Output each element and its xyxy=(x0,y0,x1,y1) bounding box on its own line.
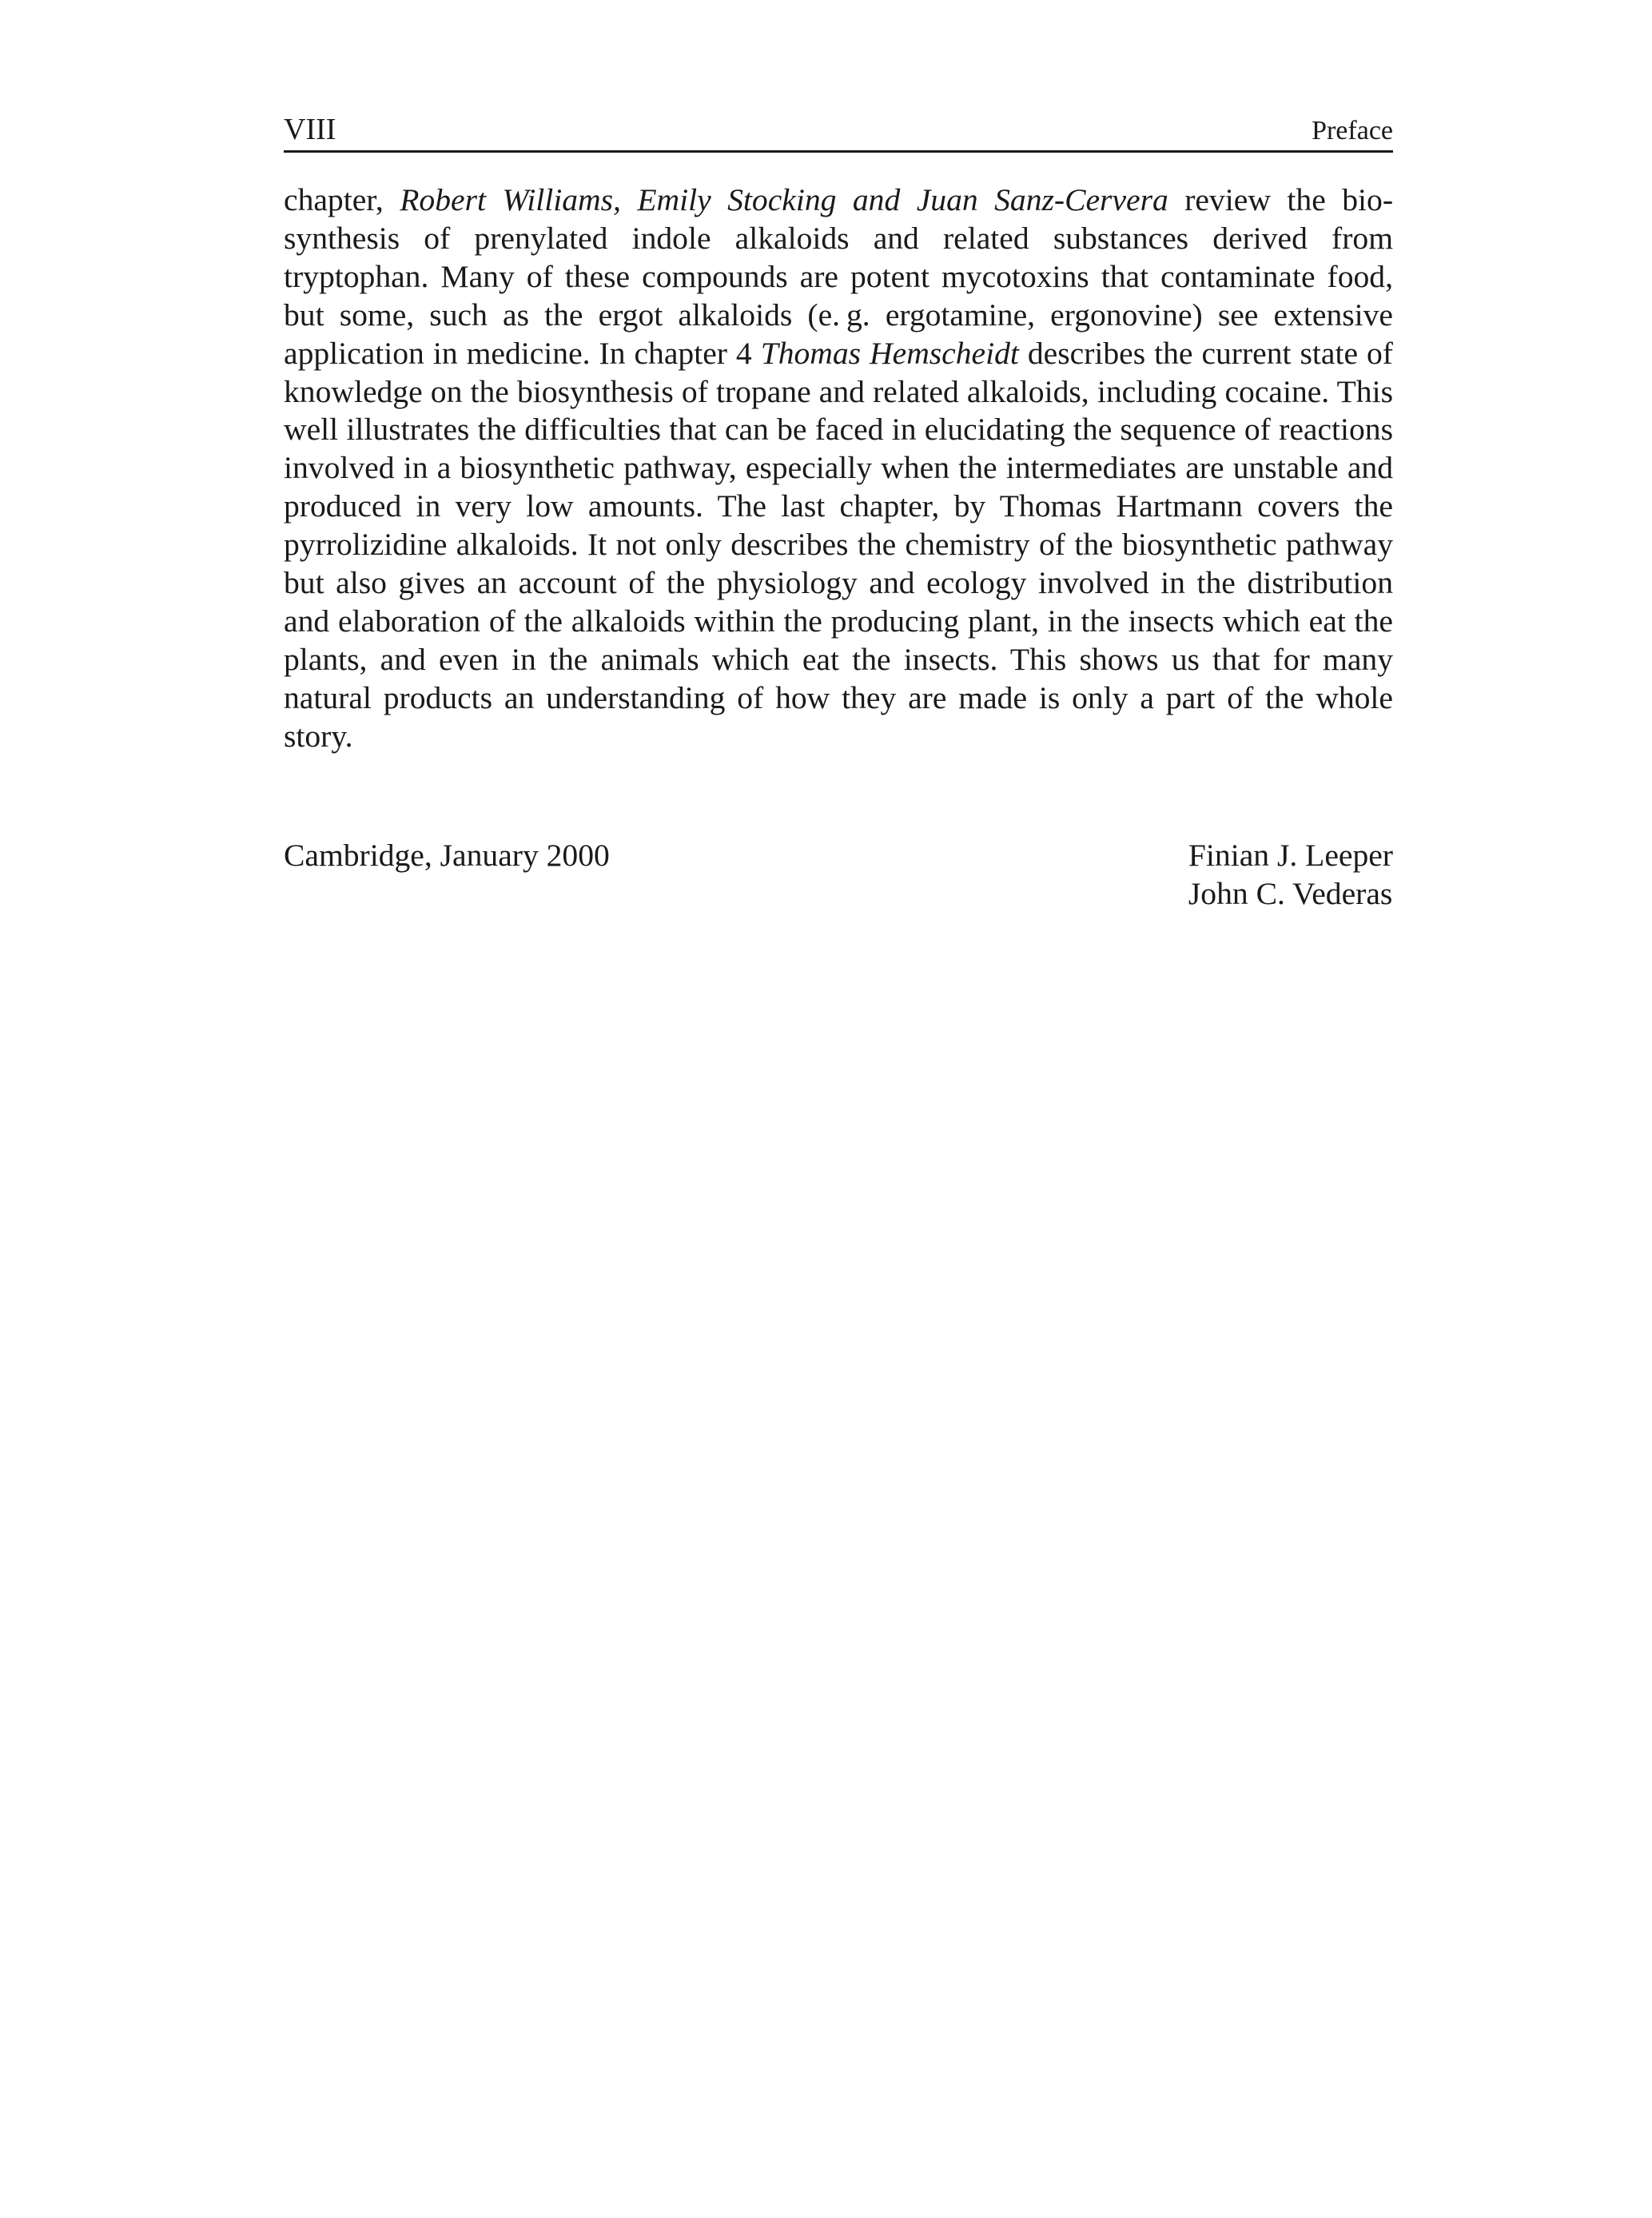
editor-name: John C. Vederas xyxy=(1188,876,1393,911)
running-header xyxy=(284,110,1393,153)
running-title: Preface xyxy=(1312,116,1393,145)
editor-names xyxy=(1188,836,1393,913)
paragraph-text-1: chapter, xyxy=(284,182,400,217)
chapter-author: Thomas Hemscheidt xyxy=(760,335,1019,371)
paragraph-text-3: describes the current state of knowledge on the biosynthesis of tropane and related alkaloids, including cocaine. This well illustrates the difficulties that can be faced in elucidating the sequence of reactions involved in a biosynthetic pathway, especially when the intermediates are unstable and produced in very low amounts. The last chapter, by Thomas Hartmann covers the pyrrolizidine alkaloids. It not only describes the chemistry of the biosynthetic pathway but also gives an account of the physiology and ecology involved in the distribution and elaboration of the alkaloids within the producing plant, in the insects which eat the plants, and even in the animals which eat the insects. This shows us that for many natural products an understanding of how they are made is only a part of the whole story. xyxy=(284,335,1393,754)
page-number: VIII xyxy=(284,113,336,146)
paragraph-text-2: review the biosynthesis of prenylated indole alkaloids and related substances derived from tryptophan. Many of these compounds are potent mycotoxins that contaminate food, but some, such as the ergot alkaloids (e. g. ergotamine, ergonovine) see extensive application in medicine. In chapter 4 xyxy=(284,182,1393,371)
preface-paragraph xyxy=(284,181,1393,756)
place-date: Cambridge, January 2000 xyxy=(284,838,610,873)
chapter-authors: Robert Williams, Emily Stocking and Juan Sanz-Cervera xyxy=(400,182,1168,217)
editor-name: Finian J. Leeper xyxy=(1188,838,1393,873)
